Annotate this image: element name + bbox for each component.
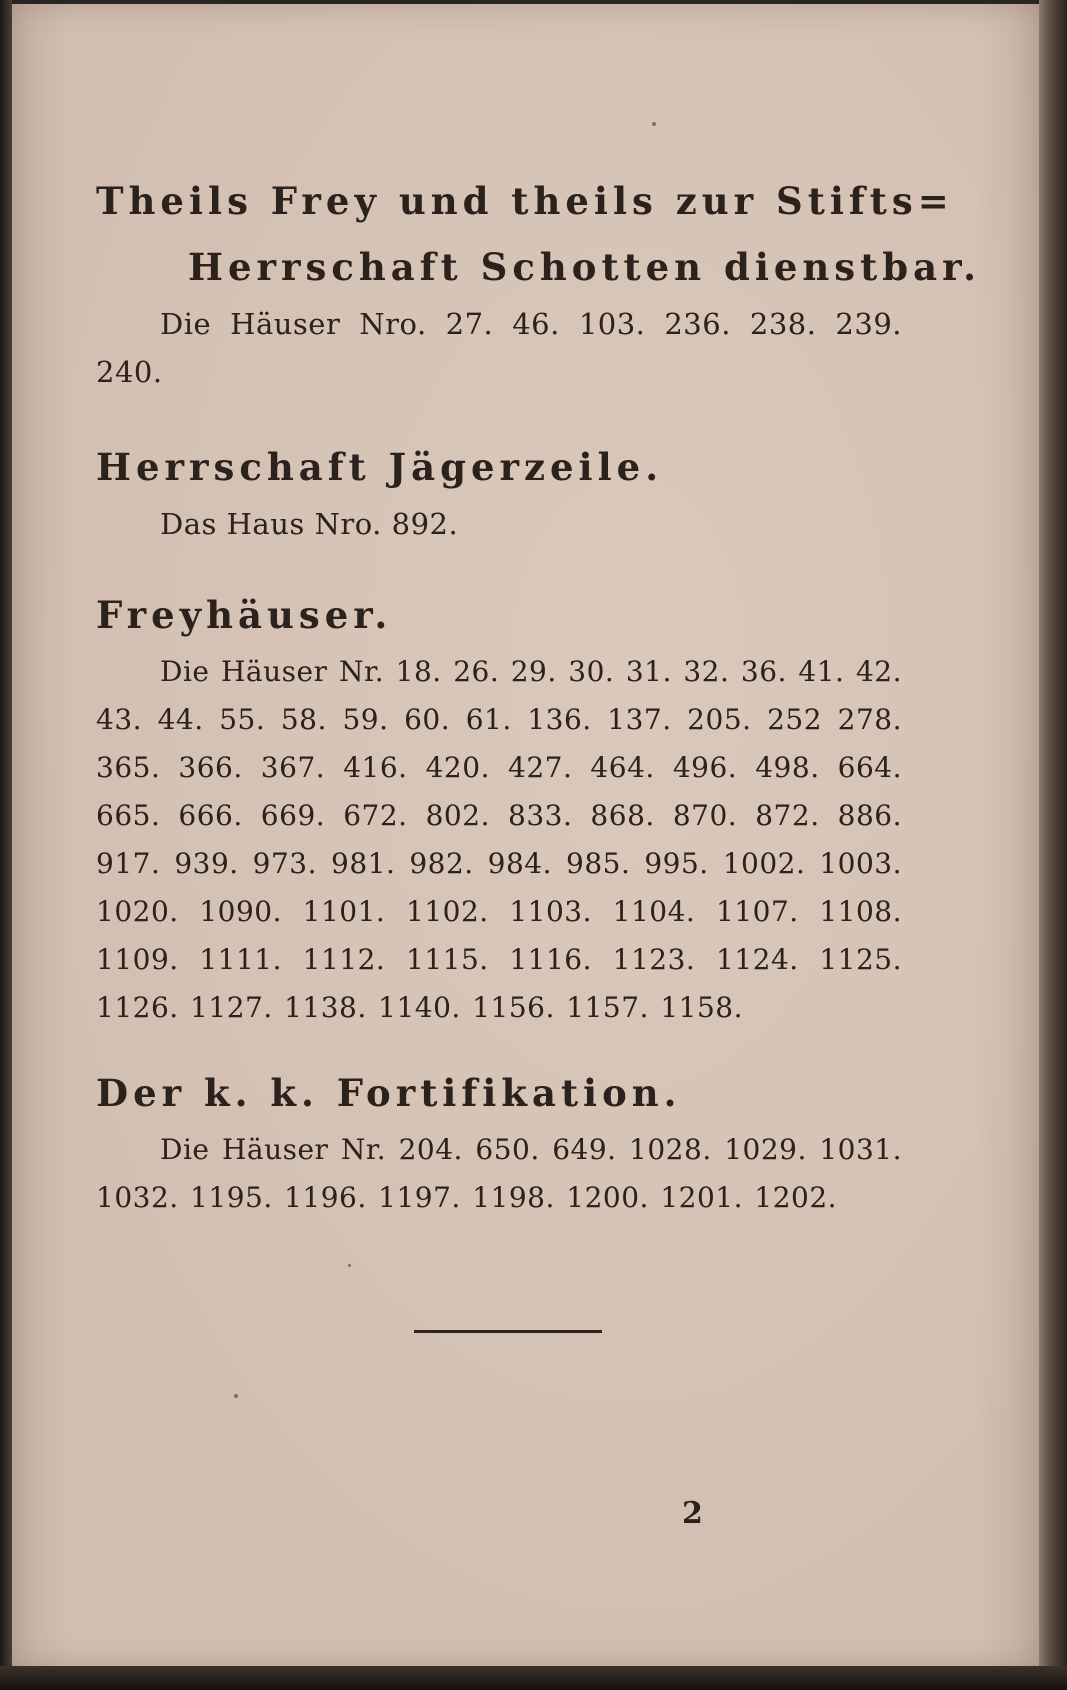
closing-rule	[414, 1330, 602, 1333]
house-number-list: Die Häuser Nro. 27. 46. 103. 236. 238. 239. 240.	[96, 307, 902, 389]
binding-edge-left	[0, 0, 12, 1690]
section-heading: Der k. k. Fortifikation.	[96, 1071, 682, 1115]
section-heading: Herrschaft Jägerzeile.	[96, 445, 664, 489]
section-jaegerzeile	[96, 434, 902, 548]
section-fortifikation	[96, 1060, 902, 1222]
paper-speck	[234, 1394, 238, 1398]
page-edge-bottom	[0, 1666, 1067, 1690]
house-number-list: Die Häuser Nr. 18. 26. 29. 30. 31. 32. 36. 41. 42. 43. 44. 55. 58. 59. 60. 61. 136. 137. 205. 252 278. 365. 366. 367. 416. 420. 427. 464. 496. 498. 664. 665. 666. 669. 672. 802. 833. 868. 870. 872. 886. 917. 939. 973. 981. 982. 984. 985. 995. 1002. 1003. 1020. 1090. 1101. 1102. 1103. 1104. 1107. 1108. 1109. 1111. 1112. 1115. 1116. 1123. 1124. 1125. 1126. 1127. 1138. 1140. 1156. 1157. 1158.	[96, 655, 902, 1024]
house-number-list: Das Haus Nro. 892.	[160, 507, 459, 541]
paper-speck	[652, 122, 656, 126]
section-stift-schotten	[96, 168, 982, 396]
heading-line-1: Theils Frey und theils zur Stifts=	[96, 179, 954, 223]
section-freyhaeuser	[96, 582, 902, 1032]
page-text	[96, 168, 982, 1222]
page-edge-right	[1039, 0, 1067, 1690]
section-heading: Freyhäuser.	[96, 593, 393, 637]
house-number-list: Die Häuser Nr. 204. 650. 649. 1028. 1029. 1031. 1032. 1195. 1196. 1197. 1198. 1200. 1201. 1202.	[96, 1133, 902, 1214]
signature-mark: 2	[682, 1496, 703, 1531]
paper-speck	[348, 1264, 351, 1267]
section-heading	[96, 168, 982, 300]
heading-line-2: Herrschaft Schotten dienstbar.	[188, 245, 982, 289]
